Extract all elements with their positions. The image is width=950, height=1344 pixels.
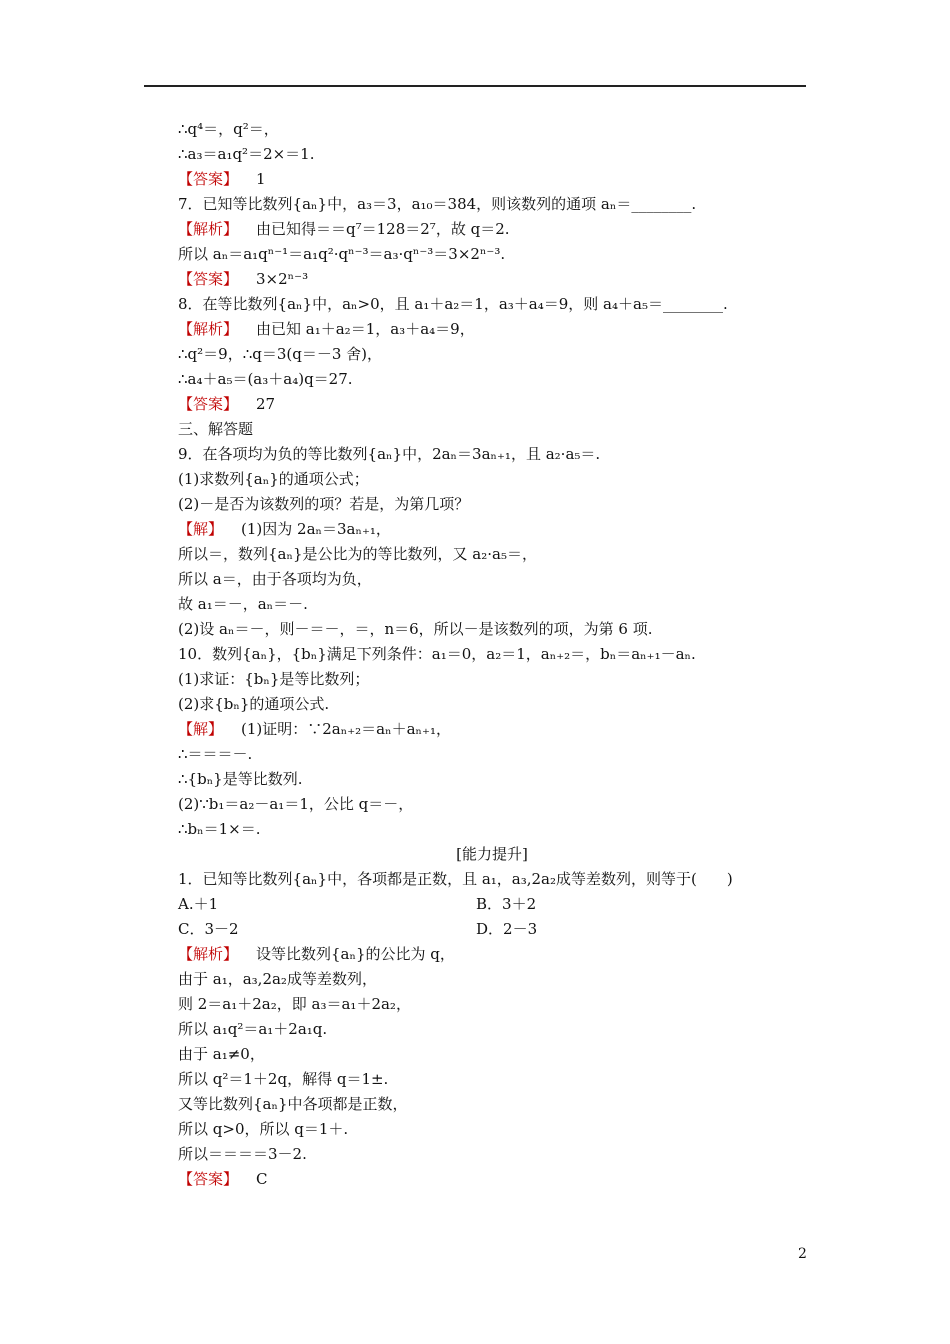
text-line: [178, 292, 806, 317]
text-line: [178, 392, 806, 417]
label-tag: 【解】: [178, 520, 224, 538]
text-line: [178, 1167, 806, 1192]
line-text: 所以 a₁q²＝a₁＋2a₁q.: [178, 1020, 328, 1038]
text-line: [178, 992, 806, 1017]
text-line: [178, 692, 806, 717]
line-text: (1)求数列{aₙ}的通项公式；: [178, 470, 369, 488]
text-line: [178, 942, 806, 967]
line-text: (2)求{bₙ}的通项公式.: [178, 695, 330, 713]
text-line: [178, 142, 806, 167]
line-text: 由于 a₁≠0，: [178, 1045, 265, 1063]
header-rule: [144, 85, 806, 87]
text-line: [178, 342, 806, 367]
label-tag: 【解析】: [178, 945, 239, 963]
answer-options-row: [178, 917, 806, 942]
text-line: [178, 517, 806, 542]
option-left: C．3－2: [178, 920, 239, 938]
line-text: 27: [256, 395, 276, 413]
line-text: 1: [256, 170, 266, 188]
text-line: [178, 192, 806, 217]
label-tag: 【答案】: [178, 395, 239, 413]
text-line: [178, 1092, 806, 1117]
line-text: 1．已知等比数列{aₙ}中，各项都是正数，且 a₁，a₃,2a₂成等差数列，则等于( ): [178, 870, 733, 888]
line-text: 所以 a＝，由于各项均为负，: [178, 570, 372, 588]
document-body: [178, 117, 806, 1192]
line-text: 设等比数列{aₙ}的公比为 q，: [256, 945, 455, 963]
line-text: 由已知 a₁＋a₂＝1，a₃＋a₄＝9，: [256, 320, 475, 338]
text-line: [178, 667, 806, 692]
line-text: ∴a₄＋a₅＝(a₃＋a₄)q＝27.: [178, 370, 353, 388]
answer-options-row: [178, 892, 806, 917]
text-line: [178, 867, 806, 892]
line-text: (1)因为 2aₙ＝3aₙ₊₁，: [241, 520, 391, 538]
line-text: ∴a₃＝a₁q²＝2×＝1.: [178, 145, 315, 163]
line-text: 由于 a₁，a₃,2a₂成等差数列，: [178, 970, 377, 988]
text-line: [178, 1017, 806, 1042]
line-text: 故 a₁＝－，aₙ＝－.: [178, 595, 308, 613]
label-tag: 【答案】: [178, 270, 239, 288]
line-text: ∴bₙ＝1×＝.: [178, 820, 261, 838]
text-line: [178, 767, 806, 792]
text-line: [178, 442, 806, 467]
text-line: [178, 492, 806, 517]
line-text: (2)∵b₁＝a₂－a₁＝1，公比 q＝－，: [178, 795, 414, 813]
text-line: [178, 267, 806, 292]
text-line: [178, 967, 806, 992]
line-text: 三、解答题: [178, 420, 254, 438]
text-line: [178, 642, 806, 667]
line-text: 由已知得＝＝q⁷＝128＝2⁷，故 q＝2.: [256, 220, 510, 238]
text-line: [178, 792, 806, 817]
text-line: [178, 542, 806, 567]
line-text: ∴{bₙ}是等比数列.: [178, 770, 303, 788]
line-text: 7．已知等比数列{aₙ}中，a₃＝3，a₁₀＝384，则该数列的通项 aₙ＝________.: [178, 195, 697, 213]
text-line: [178, 217, 806, 242]
text-line: [178, 467, 806, 492]
text-line: [178, 1042, 806, 1067]
line-text: C: [256, 1170, 268, 1188]
option-right: D．2－3: [476, 920, 538, 938]
line-text: (2)－是否为该数列的项？若是，为第几项？: [178, 495, 470, 513]
label-tag: 【答案】: [178, 170, 239, 188]
line-text: 8．在等比数列{aₙ}中，aₙ>0，且 a₁＋a₂＝1，a₃＋a₄＝9，则 a₄＋a₅＝________.: [178, 295, 728, 313]
line-text: 所以＝，数列{aₙ}是公比为的等比数列，又 a₂·a₅＝，: [178, 545, 537, 563]
section-heading: [能力提升]: [456, 845, 528, 863]
text-line: [178, 817, 806, 842]
text-line: [178, 717, 806, 742]
line-text: (2)设 aₙ＝－，则－＝－，＝，n＝6，所以－是该数列的项，为第 6 项.: [178, 620, 653, 638]
text-line: [178, 367, 806, 392]
text-line: [178, 742, 806, 767]
text-line: [178, 242, 806, 267]
text-line: [178, 117, 806, 142]
line-text: 所以 aₙ＝a₁qⁿ⁻¹＝a₁q²·qⁿ⁻³＝a₃·qⁿ⁻³＝3×2ⁿ⁻³.: [178, 245, 506, 263]
line-text: 3×2ⁿ⁻³: [256, 270, 309, 288]
text-line: [178, 567, 806, 592]
text-line: [178, 1067, 806, 1092]
label-tag: 【解】: [178, 720, 224, 738]
line-text: (1)求证：{bₙ}是等比数列；: [178, 670, 370, 688]
line-text: 所以＝＝＝＝3－2.: [178, 1145, 307, 1163]
label-tag: 【解析】: [178, 320, 239, 338]
line-text: ∴q⁴＝，q²＝，: [178, 120, 279, 138]
line-text: 则 2＝a₁＋2a₂，即 a₃＝a₁＋2a₂，: [178, 995, 411, 1013]
text-line: [178, 592, 806, 617]
text-line: [178, 417, 806, 442]
line-text: 9．在各项均为负的等比数列{aₙ}中，2aₙ＝3aₙ₊₁，且 a₂·a₅＝.: [178, 445, 601, 463]
line-text: 所以 q>0，所以 q＝1＋.: [178, 1120, 349, 1138]
text-line: [178, 1117, 806, 1142]
label-tag: 【解析】: [178, 220, 239, 238]
text-line: [178, 317, 806, 342]
line-text: 所以 q²＝1＋2q，解得 q＝1±.: [178, 1070, 389, 1088]
page-number: 2: [798, 1246, 807, 1262]
text-line: [178, 167, 806, 192]
text-line: [178, 617, 806, 642]
line-text: 又等比数列{aₙ}中各项都是正数，: [178, 1095, 408, 1113]
line-text: 10．数列{aₙ}，{bₙ}满足下列条件：a₁＝0，a₂＝1，aₙ₊₂＝，bₙ＝aₙ₊₁－aₙ.: [178, 645, 696, 663]
option-right: B．3＋2: [476, 895, 537, 913]
label-tag: 【答案】: [178, 1170, 239, 1188]
line-text: (1)证明：∵2aₙ₊₂＝aₙ＋aₙ₊₁，: [241, 720, 451, 738]
text-line: [178, 1142, 806, 1167]
line-text: ∴＝＝＝－.: [178, 745, 253, 763]
option-left: A.＋1: [178, 895, 219, 913]
line-text: ∴q²＝9，∴q＝3(q＝－3 舍)，: [178, 345, 383, 363]
